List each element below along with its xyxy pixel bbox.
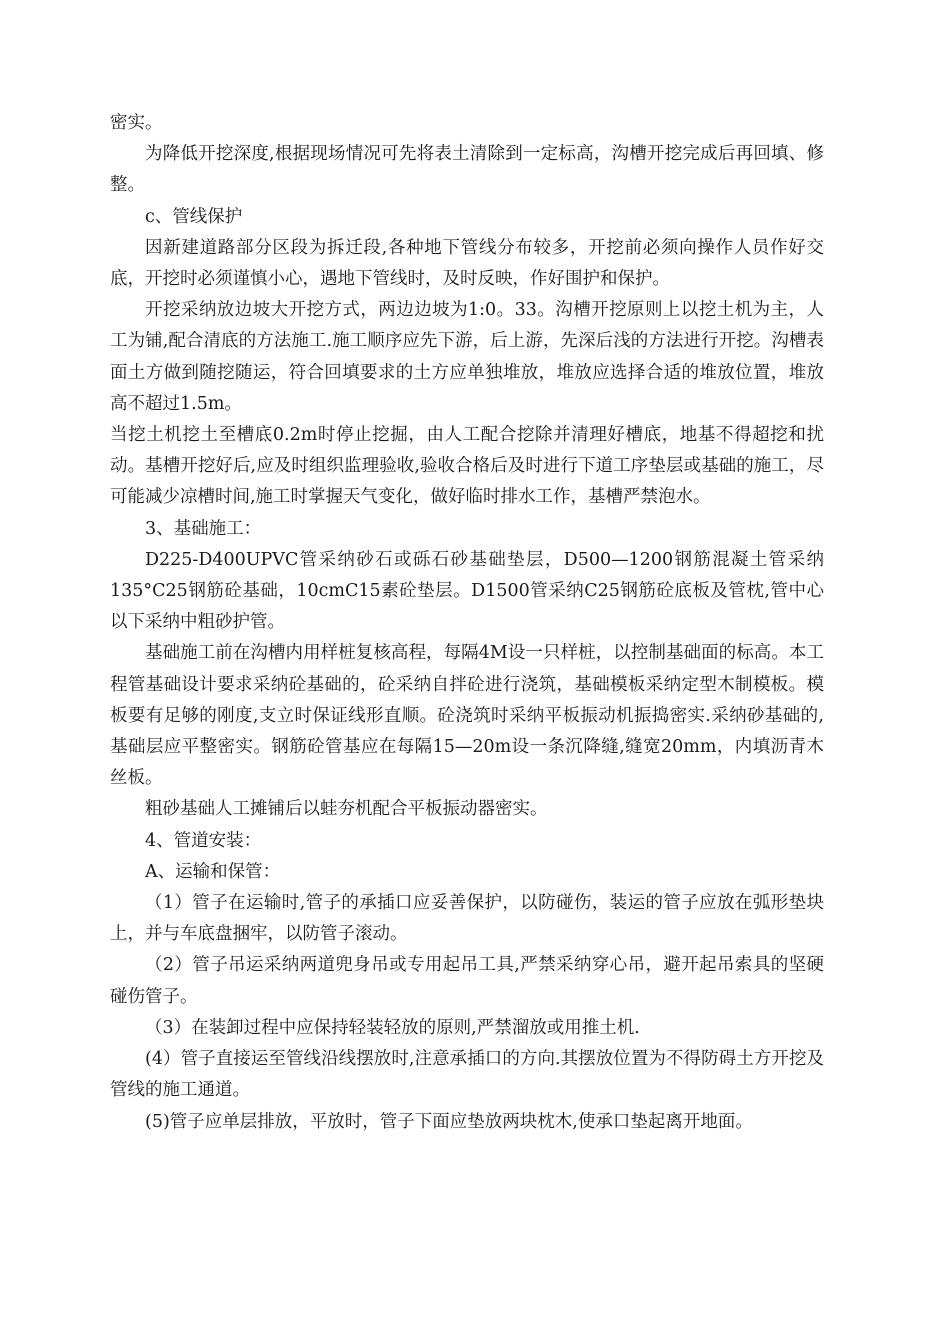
- paragraph: 开挖采纳放边坡大开挖方式，两边边坡为1:0。33。沟槽开挖原则上以挖土机为主，人工为铺,配合清底的方法施工.施工顺序应先下游，后上游，先深后浅的方法进行开挖。沟槽表面土方做到随挖随运，符合回填要求的土方应单独堆放，堆放应选择合适的堆放位置，堆放高不超过1.5m。: [110, 300, 824, 414]
- paragraph: 密实。: [110, 113, 163, 133]
- list-item: (5)管子应单层排放，平放时，管子下面应垫放两块枕木,使承口垫起离开地面。: [145, 1111, 753, 1132]
- paragraph: 基础施工前在沟槽内用样桩复核高程，每隔4M设一只样桩，以控制基础面的标高。本工程管基础设计要求采纳砼基础的，砼采纳自拌砼进行浇筑，基础模板采纳定型木制模板。模板要有足够的刚度,支立时保证线形直顺。砼浇筑时采纳平板振动机振捣密实.采纳砂基础的,基础层应平整密实。钢筋砼管基应在每隔15—20m设一条沉降缝,缝宽20mm，内填沥青木丝板。: [110, 643, 824, 789]
- section-heading: c、管线保护: [145, 206, 243, 227]
- list-item: （3）在装卸过程中应保持轻装轻放的原则,严禁溜放或用推土机.: [145, 1017, 640, 1038]
- paragraph: D225-D400UPVC管采纳砂石或砾石砂基础垫层，D500—1200钢筋混凝土管采纳135°C25钢筋砼基础，10cmC15素砼垫层。D1500管采纳C25钢筋砼底板及管枕,管中心以下采纳中粗砂护管。: [110, 549, 824, 633]
- paragraph: 粗砂基础人工摊铺后以蛙夯机配合平板振动器密实。: [145, 799, 548, 820]
- document-body: [110, 108, 824, 1138]
- paragraph: 当挖土机挖土至槽底0.2m时停止挖掘，由人工配合挖除并清理好槽底，地基不得超挖和扰动。基槽开挖好后,应及时组织监理验收,验收合格后及时进行下道工序垫层或基础的施工，尽可能减少凉槽时间,施工时掌握天气变化，做好临时排水工作，基槽严禁泡水。: [110, 425, 824, 508]
- section-heading: 4、管道安装：: [145, 830, 262, 851]
- paragraph: 因新建道路部分区段为拆迁段,各种地下管线分布较多，开挖前必须向操作人员作好交底，开挖时必须谨慎小心，遇地下管线时，及时反映，作好围护和保护。: [110, 237, 824, 290]
- paragraph: 为降低开挖深度,根据现场情况可先将表土清除到一定标高，沟槽开挖完成后再回填、修整。: [110, 144, 824, 196]
- section-heading: 3、基础施工：: [145, 518, 262, 539]
- list-item: （2）管子吊运采纳两道兜身吊或专用起吊工具,严禁采纳穿心吊，避开起吊索具的坚硬碰伤管子。: [110, 955, 824, 1007]
- list-item: (4）管子直接运至管线沿线摆放时,注意承插口的方向.其摆放位置为不得防碍土方开挖及管线的施工通道。: [110, 1049, 824, 1101]
- list-item: （1）管子在运输时,管子的承插口应妥善保护，以防碰伤，装运的管子应放在弧形垫块上，并与车底盘捆牢，以防管子滚动。: [110, 893, 824, 945]
- subsection-heading: A、运输和保管：: [145, 861, 281, 882]
